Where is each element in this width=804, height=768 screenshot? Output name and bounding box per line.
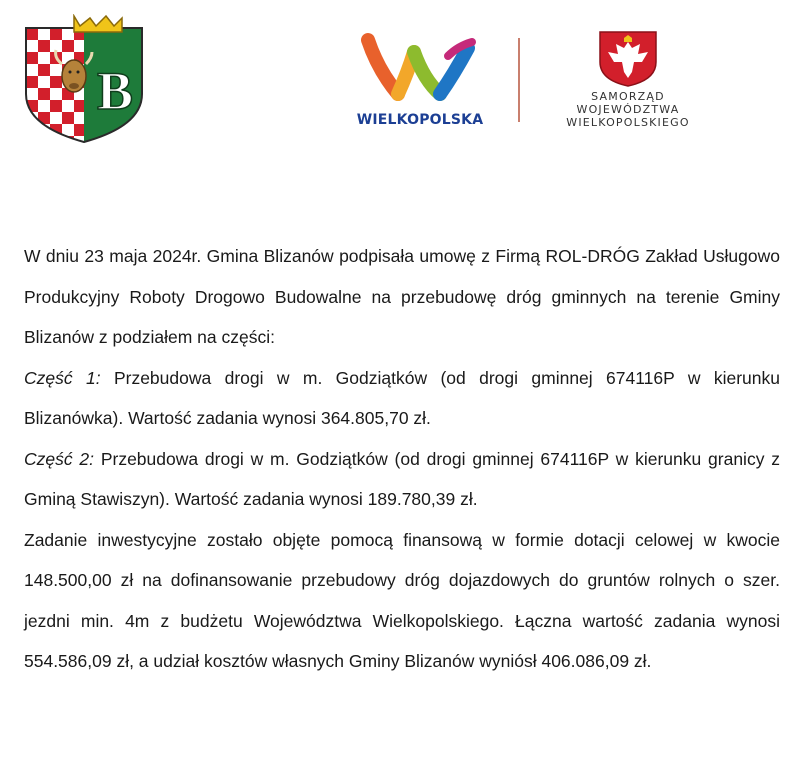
blizanow-coat-of-arms-icon [22,14,146,144]
article-body [24,236,780,682]
samorzad-line-3: WIELKOPOLSKIEGO [566,116,690,129]
part-1-text: Przebudowa drogi w m. Godziątków (od drogi gminnej 674116P w kierunku Blizanówka). Wartość zadania wynosi 364.805,70 zł. [24,367,780,428]
samorzad-line-2: WOJEWÓDZTWA [576,103,680,116]
wielkopolska-logo-text: WIELKOPOLSKA [356,112,484,128]
samorzad-line-1: SAMORZĄD [591,90,665,103]
samorzad-logo-text [540,90,716,129]
part-2-label: Część 2: [24,448,95,469]
eagle-emblem-icon [596,30,660,88]
part-1-paragraph [24,358,780,439]
coat-letter: B [96,61,134,121]
part-2-paragraph [24,439,780,520]
logo-divider [518,38,520,122]
part-2-text: Przebudowa drogi w m. Godziątków (od drogi gminnej 674116P w kierunku granicy z Gminą Stawiszyn). Wartość zadania wynosi 189.780,39 zł. [24,448,780,509]
funding-paragraph: Zadanie inwestycyjne zostało objęte pomocą finansową w formie dotacji celowej w kwocie 148.500,00 zł na dofinansowanie przebudowy dróg dojazdowych do gruntów rolnych o szer. jezdni min. 4m z budżetu Województwa Wielkopolskiego. Łączna wartość zadania wynosi 554.586,09 zł, a udział kosztów własnych Gminy Blizanów wyniósł 406.086,09 zł. [24,529,780,671]
page-header [0,0,804,160]
intro-paragraph: W dniu 23 maja 2024r. Gmina Blizanów podpisała umowę z Firmą ROL-DRÓG Zakład Usługowo Produkcyjny Roboty Drogowo Budowalne na przebudowę dróg gminnych na terenie Gminy Blizanów z podziałem na części: [24,246,780,347]
part-1-label: Część 1: [24,367,101,388]
